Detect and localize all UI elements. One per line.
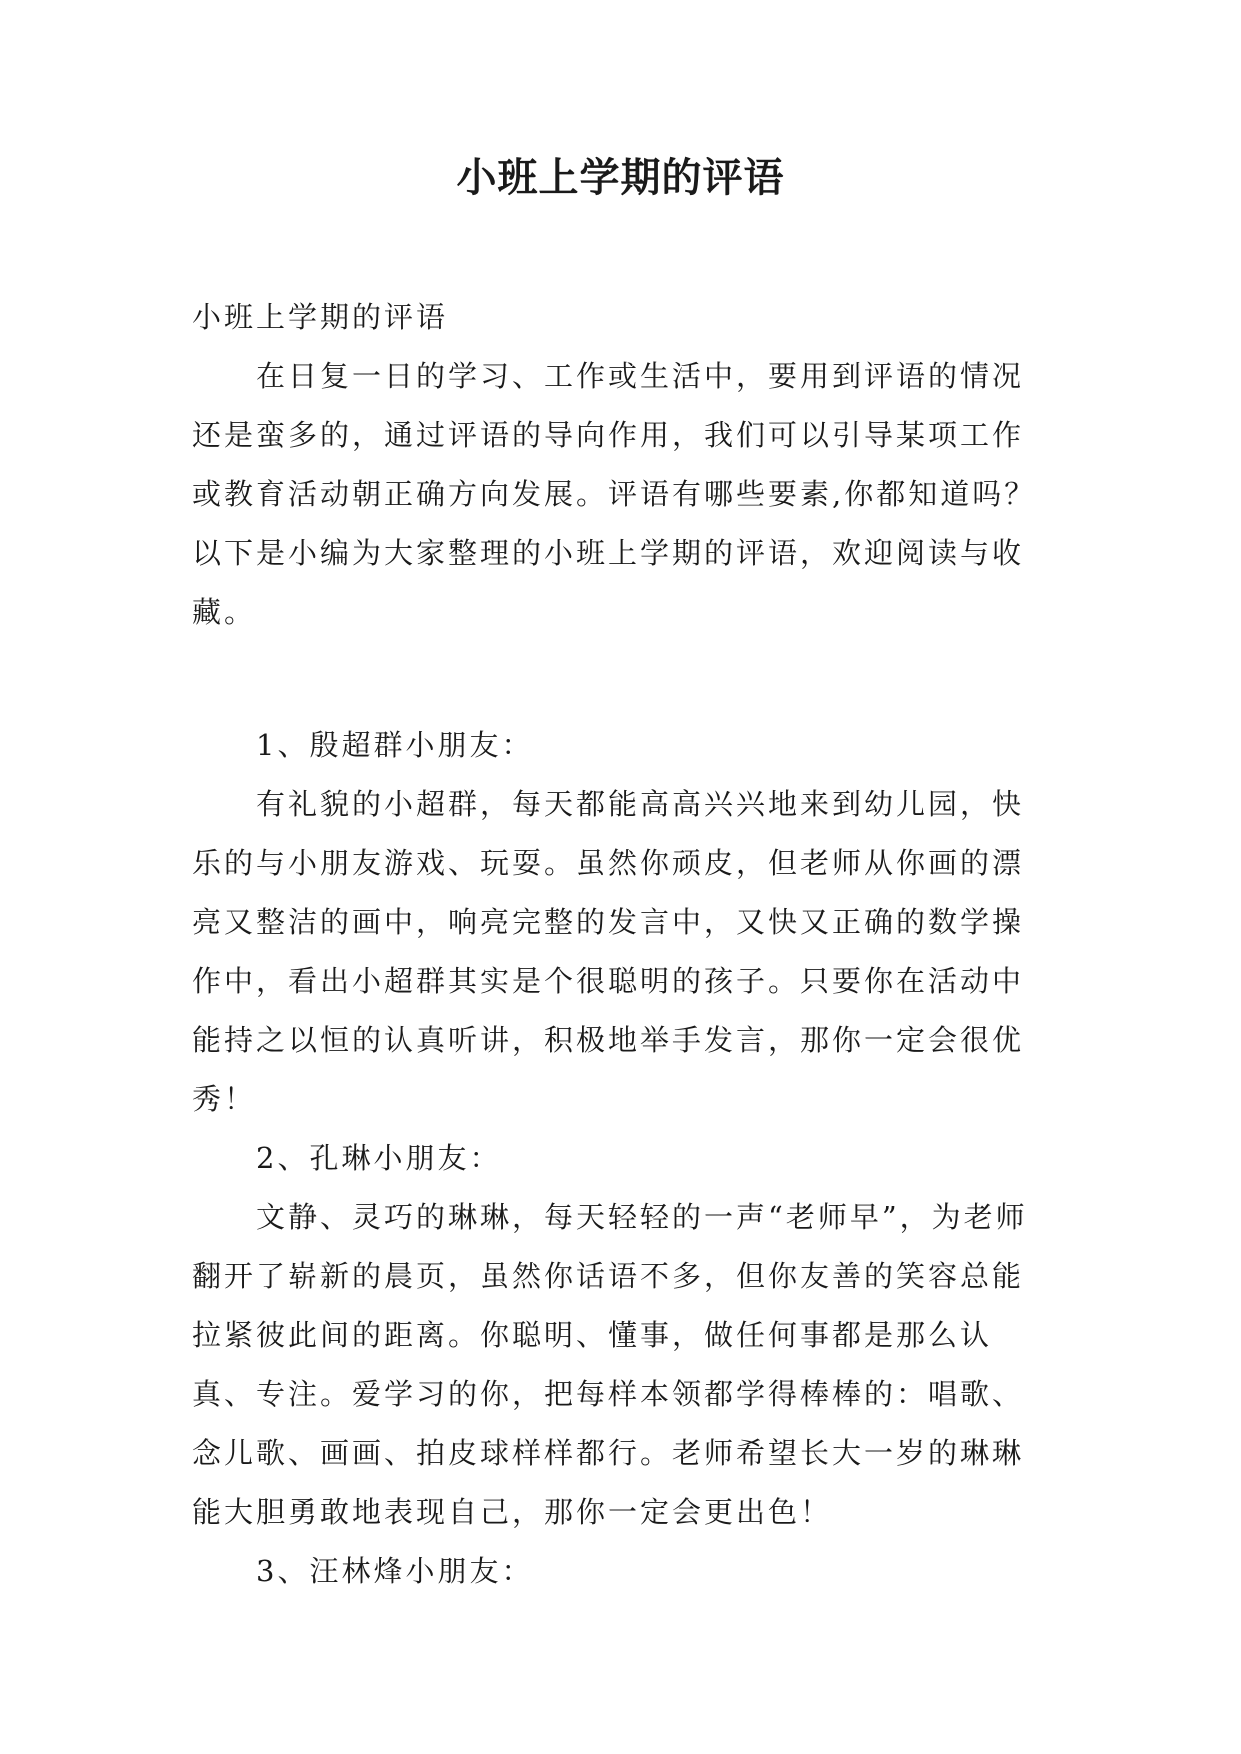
intro-paragraph: 在日复一日的学习、工作或生活中，要用到评语的情况还是蛮多的，通过评语的导向作用，我们可以引导某项工作或教育活动朝正确方向发展。评语有哪些要素,你都知道吗？以下是小编为大家整理的小班上学期的评语，欢迎阅读与收藏。	[192, 359, 1037, 629]
section-text-1: 有礼貌的小超群，每天都能高高兴兴地来到幼儿园，快乐的与小朋友游戏、玩耍。虽然你顽皮，但老师从你画的漂亮又整洁的画中，响亮完整的发言中，又快又正确的数学操作中，看出小超群其实是个很聪明的孩子。只要你在活动中能持之以恒的认真听讲，积极地举手发言，那你一定会很优秀！	[192, 787, 1025, 1116]
document-subtitle: 小班上学期的评语	[192, 300, 449, 334]
paragraph-spacer	[192, 642, 1052, 716]
document-title: 小班上学期的评语	[456, 155, 785, 201]
section-text-2: 文静、灵巧的琳琳，每天轻轻的一声“老师早”，为老师翻开了崭新的晨页，虽然你话语不多，但你友善的笑容总能拉紧彼此间的距离。你聪明、懂事，做任何事都是那么认真、专注。爱学习的你，把每样本领都学得棒棒的：唱歌、念儿歌、画画、拍皮球样样都行。老师希望长大一岁的琳琳能大胆勇敢地表现自己，那你一定会更出色！	[192, 1200, 1028, 1529]
section-heading-1: 1、殷超群小朋友：	[256, 728, 534, 762]
document-body	[192, 288, 1052, 1601]
section-heading-3: 3、汪林烽小朋友：	[256, 1554, 534, 1588]
section-heading-2: 2、孔琳小朋友：	[256, 1141, 502, 1175]
